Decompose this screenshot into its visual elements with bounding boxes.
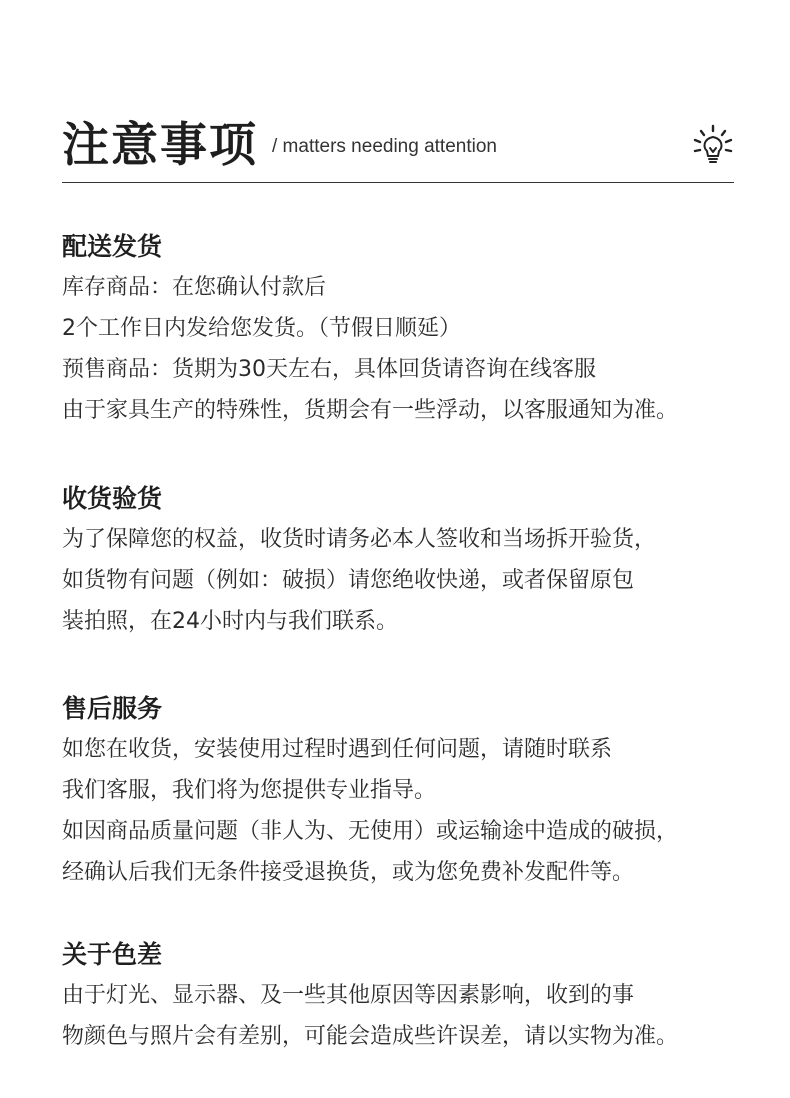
- header-divider: [62, 182, 734, 183]
- section-line: 我们客服，我们将为您提供专业指导。: [62, 778, 437, 803]
- section-line: 装拍照，在24小时内与我们联系。: [62, 609, 398, 634]
- section-color-difference: [62, 935, 782, 1057]
- page-subtitle: / matters needing attention: [272, 136, 497, 157]
- section-line: 经确认后我们无条件接受退换货，或为您免费补发配件等。: [62, 860, 635, 885]
- section-title: 配送发货: [62, 232, 163, 261]
- section-line: 库存商品：在您确认付款后: [62, 275, 327, 300]
- section-line: 为了保障您的权益，收货时请务必本人签收和当场拆开验货，: [62, 527, 657, 552]
- section-line: 由于灯光、显示器、及一些其他原因等因素影响，收到的事: [62, 983, 635, 1008]
- section-line: 物颜色与照片会有差别，可能会造成些许误差，请以实物为准。: [62, 1024, 679, 1049]
- section-line: 由于家具生产的特殊性，货期会有一些浮动，以客服通知为准。: [62, 398, 679, 423]
- section-line: 2个工作日内发给您发货。（节假日顺延）: [62, 316, 461, 341]
- section-after-sales: [62, 689, 782, 893]
- section-delivery: [62, 227, 782, 431]
- section-title: 关于色差: [62, 940, 163, 969]
- page-header: [62, 104, 734, 184]
- section-inspection: [62, 479, 782, 642]
- section-line: 如您在收货，安装使用过程时遇到任何问题，请随时联系: [62, 737, 613, 762]
- lightbulb-icon: [692, 124, 734, 166]
- section-line: 如货物有问题（例如：破损）请您绝收快递，或者保留原包: [62, 568, 635, 593]
- section-title: 售后服务: [62, 694, 163, 723]
- section-line: 如因商品质量问题（非人为、无使用）或运输途中造成的破损，: [62, 819, 679, 844]
- section-line: 预售商品：货期为30天左右，具体回货请咨询在线客服: [62, 357, 596, 382]
- page-title: 注意事项: [62, 118, 258, 173]
- section-title: 收货验货: [62, 484, 163, 513]
